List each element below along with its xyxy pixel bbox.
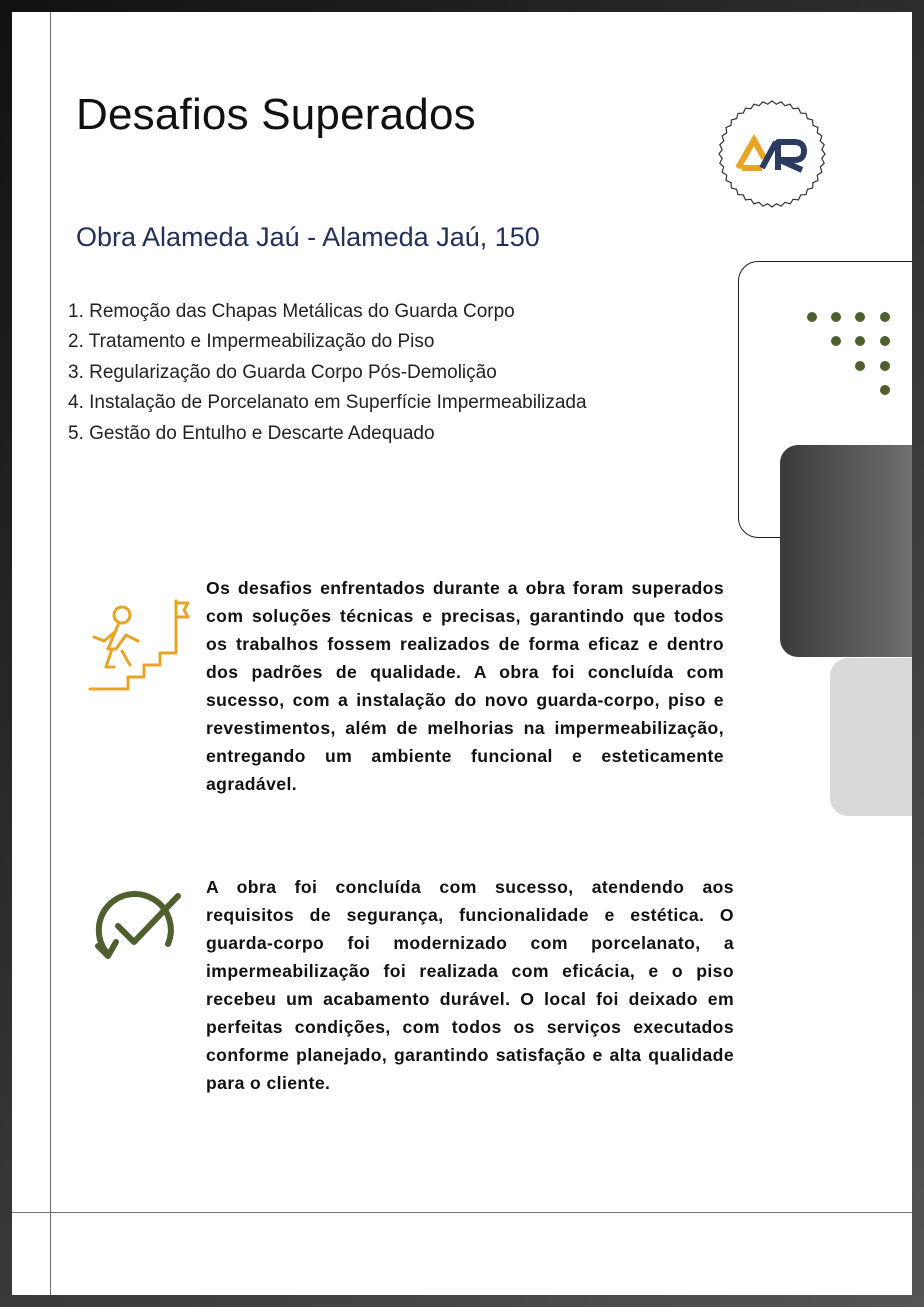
page-title: Desafios Superados (76, 90, 476, 139)
decorative-light-block (830, 658, 912, 816)
decorative-dot (855, 312, 865, 322)
stairs-flag-icon (86, 597, 190, 693)
vertical-divider (50, 12, 51, 1295)
decorative-dot (880, 385, 890, 395)
decorative-dot (831, 336, 841, 346)
decorative-dot (855, 361, 865, 371)
challenge-item: 2. Tratamento e Impermeabilização do Piso (68, 331, 435, 353)
document-page (12, 12, 912, 1295)
challenge-item: 5. Gestão do Entulho e Descarte Adequado (68, 422, 435, 444)
decorative-dot (880, 361, 890, 371)
conclusion-paragraph: A obra foi concluída com sucesso, atendendo aos requisitos de segurança, funcionalidade e estética. O guarda-corpo foi modernizado com porcelanato, a impermeabilização foi realizada com eficácia, e o piso recebeu um acabamento durável. O local foi deixado em perfeitas condições, com todos os serviços executados conforme planejado, garantindo satisfação e alta qualidade para o cliente. (206, 877, 734, 1093)
decorative-dot (831, 312, 841, 322)
challenge-item: 4. Instalação de Porcelanato em Superfície Impermeabilizada (68, 392, 587, 414)
challenge-item: 3. Regularização do Guarda Corpo Pós-Demolição (68, 361, 497, 383)
summary-paragraph: Os desafios enfrentados durante a obra foram superados com soluções técnicas e precisas, garantindo que todos os trabalhos fossem realizados de forma eficaz e dentro dos padrões de qualidade. A obra foi concluída com sucesso, com a instalação do novo guarda-corpo, piso e revestimentos, além de melhorias na impermeabilização, entregando um ambiente funcional e esteticamente agradável. (206, 578, 724, 794)
decorative-dot (880, 336, 890, 346)
lar-logo-icon (716, 98, 828, 210)
decorative-dot (855, 336, 865, 346)
challenge-item: 1. Remoção das Chapas Metálicas do Guarda Corpo (68, 301, 515, 322)
decorative-dot (807, 312, 817, 322)
decorative-dark-block (780, 445, 912, 657)
challenge-list (68, 297, 587, 449)
horizontal-divider (12, 1212, 912, 1213)
decorative-dot (880, 312, 890, 322)
project-subtitle: Obra Alameda Jaú - Alameda Jaú, 150 (76, 222, 540, 252)
check-circle-icon (90, 884, 186, 972)
